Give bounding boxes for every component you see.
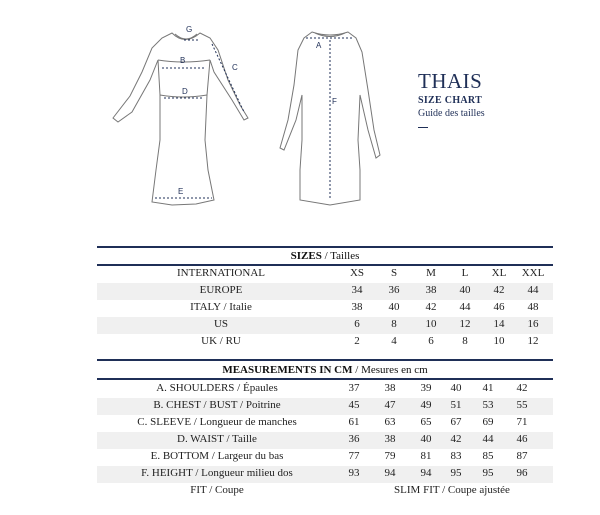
measurement-cell: 36: [348, 433, 360, 445]
sizes-row: [97, 334, 553, 351]
sizes-cell: 42: [493, 284, 505, 296]
measurement-cell: 53: [482, 399, 494, 411]
sizes-cell: 10: [493, 335, 505, 347]
measurement-cell: 46: [516, 433, 528, 445]
measurement-cell: 42: [450, 433, 462, 445]
sizes-cell: 42: [425, 301, 437, 313]
measurement-cell: 39: [420, 382, 432, 394]
measurement-cell: 71: [516, 416, 528, 428]
measurement-cell: 81: [420, 450, 432, 462]
sizes-row: [97, 300, 553, 317]
measurement-cell: 45: [348, 399, 360, 411]
dress-diagram: [0, 0, 600, 230]
sizes-cell: 44: [459, 301, 471, 313]
sizes-row-label: INTERNATIONAL: [177, 267, 265, 279]
measurement-row-label: A. SHOULDERS / Épaules: [156, 382, 278, 394]
sizes-cell: 6: [354, 318, 360, 330]
measurement-cell: 49: [420, 399, 432, 411]
size-chart-subtitle: Guide des tailles: [418, 108, 485, 119]
measurement-row-label: E. BOTTOM / Largeur du bas: [150, 450, 284, 462]
brand-divider: [418, 127, 428, 128]
measurement-cell: 95: [450, 467, 462, 479]
sizes-row-label: UK / RU: [201, 335, 241, 347]
sizes-cell: 4: [391, 335, 397, 347]
measurement-cell: 41: [482, 382, 494, 394]
sizes-cell: S: [390, 267, 398, 279]
letter-g: G: [186, 25, 193, 34]
sizes-cell: 8: [462, 335, 468, 347]
measurement-cell: 38: [384, 382, 396, 394]
measurement-cell: 38: [384, 433, 396, 445]
letter-d: D: [182, 87, 188, 96]
sizes-row: [97, 283, 553, 300]
measurement-row: [97, 381, 553, 398]
measurement-cell: 61: [348, 416, 360, 428]
measurement-row: [97, 432, 553, 449]
sizes-cell: L: [461, 267, 469, 279]
measurement-cell: 37: [348, 382, 360, 394]
sizes-row-label: EUROPE: [199, 284, 243, 296]
sizes-cell: 10: [425, 318, 437, 330]
measurement-row: [97, 415, 553, 432]
sizes-cell: 46: [493, 301, 505, 313]
measurement-cell: 96: [516, 467, 528, 479]
sizes-cell: 14: [493, 318, 505, 330]
sizes-cell: 48: [527, 301, 539, 313]
sizes-row: [97, 266, 553, 283]
sizes-cell: XS: [349, 267, 365, 279]
fit-label: FIT / Coupe: [190, 484, 244, 496]
measurement-row: [97, 398, 553, 415]
sizes-cell: M: [426, 267, 436, 279]
sizes-row: [97, 317, 553, 334]
fit-row: [97, 483, 553, 500]
measurement-row-label: D. WAIST / Taille: [177, 433, 257, 445]
measurement-cell: 95: [482, 467, 494, 479]
measure-line-c: [212, 44, 244, 112]
sizes-top-rule: [97, 246, 553, 248]
measurement-row-label: F. HEIGHT / Longueur milieu dos: [141, 467, 293, 479]
fit-value: SLIM FIT / Coupe ajustée: [394, 484, 510, 496]
letter-a: A: [316, 41, 322, 50]
measurement-cell: 83: [450, 450, 462, 462]
sizes-cell: 16: [527, 318, 539, 330]
measurement-cell: 44: [482, 433, 494, 445]
sizes-cell: 12: [527, 335, 539, 347]
sizes-cell: 2: [354, 335, 360, 347]
measurement-cell: 67: [450, 416, 462, 428]
sizes-cell: 36: [388, 284, 400, 296]
measurement-row-label: C. SLEEVE / Longueur de manches: [137, 416, 297, 428]
measurement-cell: 65: [420, 416, 432, 428]
measurement-cell: 40: [450, 382, 462, 394]
sizes-cell: XXL: [521, 267, 545, 279]
brand-name: THAIS: [418, 69, 483, 93]
letter-e: E: [178, 187, 184, 196]
sizes-row-label: US: [213, 318, 229, 330]
measurement-cell: 94: [420, 467, 432, 479]
measurement-row: [97, 449, 553, 466]
measurement-cell: 63: [384, 416, 396, 428]
measurement-row-label: B. CHEST / BUST / Poitrine: [153, 399, 281, 411]
measurement-row: [97, 466, 553, 483]
sizes-cell: XL: [491, 267, 507, 279]
sizes-cell: 8: [391, 318, 397, 330]
sizes-row-label: ITALY / Italie: [190, 301, 252, 313]
sizes-cell: 38: [351, 301, 363, 313]
measurement-cell: 94: [384, 467, 396, 479]
measurement-cell: 42: [516, 382, 528, 394]
measurement-cell: 85: [482, 450, 494, 462]
letter-b: B: [180, 56, 186, 65]
measurement-cell: 93: [348, 467, 360, 479]
sizes-title: SIZES / Tailles: [290, 250, 360, 262]
sizes-cell: 34: [351, 284, 363, 296]
sizes-cell: 6: [428, 335, 434, 347]
sizes-cell: 12: [459, 318, 471, 330]
sizes-cell: 38: [425, 284, 437, 296]
sizes-cell: 40: [459, 284, 471, 296]
measurement-cell: 69: [482, 416, 494, 428]
letter-f: F: [332, 97, 337, 106]
size-chart-title: SIZE CHART: [418, 95, 483, 106]
measurement-cell: 47: [384, 399, 396, 411]
sizes-cell: 44: [527, 284, 539, 296]
measurement-cell: 77: [348, 450, 360, 462]
measurement-cell: 79: [384, 450, 396, 462]
measurements-title: MEASUREMENTS IN CM / Mesures en cm: [222, 364, 428, 376]
sizes-cell: 40: [388, 301, 400, 313]
letter-c: C: [232, 63, 238, 72]
measurement-cell: 40: [420, 433, 432, 445]
measurements-top-rule: [97, 359, 553, 361]
measurement-cell: 87: [516, 450, 528, 462]
measurement-cell: 55: [516, 399, 528, 411]
measurement-cell: 51: [450, 399, 462, 411]
brand-block: [418, 70, 485, 128]
measurements-header-rule: [97, 378, 553, 380]
